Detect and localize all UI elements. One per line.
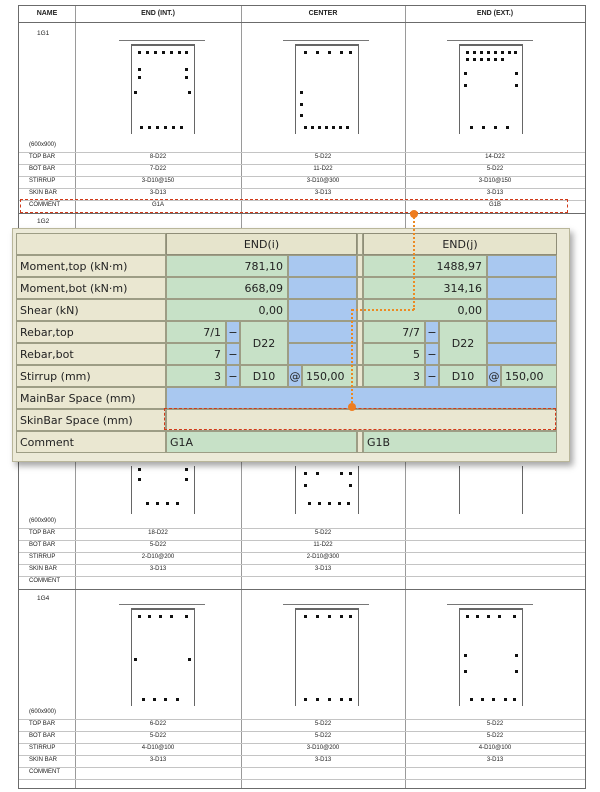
- end-j-stirrup-count[interactable]: 3: [363, 365, 425, 387]
- label-comment: Comment: [16, 431, 166, 453]
- row-label-skin-bar: SKIN BAR: [29, 190, 58, 196]
- beam-section-drawing: [131, 466, 195, 514]
- end-i-rebar-bot-count[interactable]: 7: [166, 343, 226, 365]
- mainbar-space-field[interactable]: [166, 387, 557, 409]
- beam-section-drawing: [459, 44, 523, 134]
- beam-section-drawing: [295, 44, 359, 134]
- beam-section-drawing: [295, 466, 359, 514]
- beam-section-drawing: [459, 608, 523, 706]
- end-i-stirrup-count[interactable]: 3: [166, 365, 226, 387]
- end-j-shear-field[interactable]: 0,00: [363, 299, 487, 321]
- end-i-moment-top-field[interactable]: 781,10: [166, 255, 288, 277]
- row-label-top-bar: TOP BAR: [29, 154, 56, 160]
- beam-section-drawing: [459, 466, 523, 514]
- beam-design-input-panel: END(i) END(j) Moment,top (kN·m) 781,10 1488,97 Moment,bot (kN·m) 668,09 314,16 Shear (kN) 0,00 0,00 Rebar,top Rebar,bot 7/1 7 − − D22 7/7 5 − − D22 Stirrup (mm) 3 − D10 @ 150,00 3 − D10 @ 150,00 MainBar Space (mm) SkinBar Space (mm) Comment G1A G1B: [12, 228, 570, 462]
- header-end-ext: END (EXT.): [476, 10, 514, 17]
- beam-name: 1G4: [37, 595, 50, 602]
- label-rebar-top: Rebar,top: [16, 321, 166, 343]
- end-j-stirrup-diameter[interactable]: D10: [439, 365, 487, 387]
- end-j-moment-bot-field[interactable]: 314,16: [363, 277, 487, 299]
- label-skinbar-space: SkinBar Space (mm): [16, 409, 166, 431]
- beam-name: 1G2: [37, 218, 50, 225]
- end-i-comment-field[interactable]: G1A: [166, 431, 357, 453]
- beam-name: 1G1: [37, 30, 50, 37]
- label-rebar-bot: Rebar,bot: [16, 343, 166, 365]
- beam-section-drawing: [131, 44, 195, 134]
- header-end-i: END(i): [166, 233, 357, 255]
- end-j-moment-top-field[interactable]: 1488,97: [363, 255, 487, 277]
- row-label-bot-bar: BOT BAR: [29, 166, 56, 172]
- row-label-comment: COMMENT: [29, 202, 60, 208]
- connector-line: [351, 309, 353, 407]
- label-mainbar-space: MainBar Space (mm): [16, 387, 166, 409]
- header-name: NAME: [36, 10, 58, 17]
- beam-section-drawing: [131, 608, 195, 706]
- header-end-int: END (INT.): [141, 10, 175, 17]
- end-j-rebar-bot-count[interactable]: 5: [363, 343, 425, 365]
- row-label-stirrup: STIRRUP: [29, 178, 56, 184]
- label-moment-top: Moment,top (kN·m): [16, 255, 166, 277]
- section-size: (600x900): [29, 142, 57, 148]
- connector-start-dot: [410, 210, 418, 218]
- end-j-stirrup-spacing[interactable]: 150,00: [501, 365, 557, 387]
- header-end-j: END(j): [363, 233, 557, 255]
- end-j-rebar-diameter[interactable]: D22: [439, 321, 487, 365]
- end-i-shear-field[interactable]: 0,00: [166, 299, 288, 321]
- connector-line: [352, 309, 414, 311]
- header-center: CENTER: [308, 10, 338, 17]
- skinbar-space-highlight: [164, 408, 556, 430]
- label-shear: Shear (kN): [16, 299, 166, 321]
- end-i-stirrup-diameter[interactable]: D10: [240, 365, 288, 387]
- end-j-rebar-top-count[interactable]: 7/7: [363, 321, 425, 343]
- label-stirrup: Stirrup (mm): [16, 365, 166, 387]
- connector-line: [413, 214, 415, 310]
- beam-schedule-table: NAME END (INT.) CENTER END (EXT.) 1G1 (600x900) TOP BAR 8-D22 5-D22 14-D22 BOT BAR 7-D22 11-D22 5-D22 STIRRUP 3-D10@150 3-D10@300 3-D10@150 SKIN BAR 3-D13 3-D13 3-D13 COMMENT G1A G1B 1G2 (600x900) TOP BAR 18-D22 5-D22 BOT BAR 5-D22 11-D22 STIRRUP 2-D10@200 2-D10@300 SKIN BAR 3-D13 3-D13 COMMENT 1G4 (600x900) TOP BAR 6-D22 5-D22 5-D22 BOT BAR 5-D22 5-D22 5-D22 STIRRUP 4-D10@100 3-D10@200 4-D10@100 SKIN BAR 3-D13 3-D13 3-D13 COMMENT: [18, 5, 586, 789]
- beam-section-drawing: [295, 608, 359, 706]
- connector-end-dot: [348, 403, 356, 411]
- label-moment-bot: Moment,bot (kN·m): [16, 277, 166, 299]
- end-j-comment-field[interactable]: G1B: [363, 431, 557, 453]
- end-i-rebar-diameter[interactable]: D22: [240, 321, 288, 365]
- end-i-rebar-top-count[interactable]: 7/1: [166, 321, 226, 343]
- end-i-stirrup-spacing[interactable]: 150,00: [302, 365, 357, 387]
- end-i-moment-bot-field[interactable]: 668,09: [166, 277, 288, 299]
- comment-row-highlight: [20, 199, 568, 213]
